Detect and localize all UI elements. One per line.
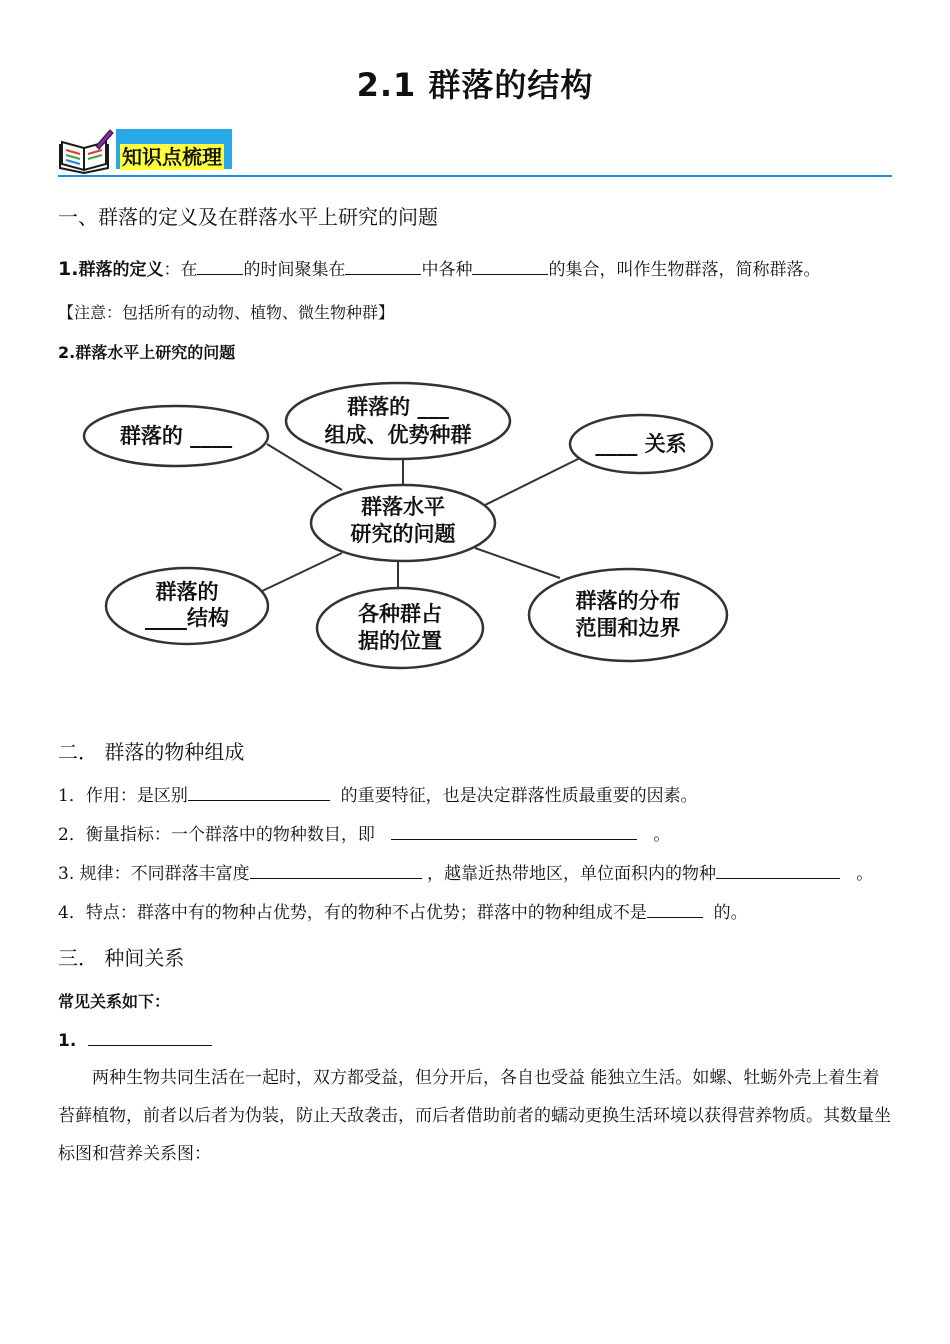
book-pen-icon <box>58 128 114 174</box>
item2-3: 3. 规律：不同群落丰富度 ，越靠近热带地区，单位面积内的物种 。 <box>58 864 874 884</box>
relation-item-1: 1. <box>58 1029 212 1051</box>
section2-heading: 二． 群落的物种组成 <box>58 740 245 764</box>
note-text: 【注意：包括所有的动物、植物、微生物种群】 <box>58 303 395 322</box>
bottom-right-node <box>529 569 727 661</box>
top-line1: 群落的 ___ <box>347 395 449 419</box>
bottom-left-line2: ____结构 <box>145 606 229 630</box>
right-label: ____ 关系 <box>595 432 687 456</box>
blank <box>716 862 840 879</box>
definition-label: 群落的定义 <box>78 260 164 280</box>
item2-2: 2．衡量指标：一个群落中的物种数目，即 。 <box>58 825 671 845</box>
top-line2: 组成、优势种群 <box>324 423 472 447</box>
research-questions-diagram <box>80 378 740 674</box>
bottom-mid-line2: 据的位置 <box>358 629 442 653</box>
blank <box>472 258 548 275</box>
center-line1: 群落水平 <box>361 495 445 519</box>
banner-label: 知识点梳理 <box>122 145 222 169</box>
section1-heading: 一、群落的定义及在群落水平上研究的问题 <box>58 205 438 229</box>
blank <box>250 862 422 879</box>
page-title: 2.1 群落的结构 <box>356 66 594 104</box>
bottom-right-line2: 范围和边界 <box>575 616 681 640</box>
banner-divider <box>58 175 892 177</box>
bottom-right-line1: 群落的分布 <box>575 589 681 613</box>
center-line2: 研究的问题 <box>350 522 456 546</box>
bottom-left-line1: 群落的 <box>155 580 219 604</box>
blank <box>88 1029 212 1046</box>
blank <box>391 823 637 840</box>
item2-1: 1．作用：是区别 的重要特征，也是决定群落性质最重要的因素。 <box>58 786 698 806</box>
common-relations-label: 常见关系如下： <box>58 992 171 1011</box>
mutualism-paragraph: 两种生物共同生活在一起时，双方都受益，但分开后，各自也受益 能独立生活。如螺、牡蛎外壳上着生着苔藓植物，前者以后者为伪装，防止天敌袭击，而后者借助前者的蠕动更换生活环境以获得营养物质。其数量坐标图和营养关系图： <box>58 1068 891 1164</box>
blank <box>647 901 703 918</box>
section3-heading: 三． 种间关系 <box>58 946 185 970</box>
item2-4: 4．特点：群落中有的物种占优势，有的物种不占优势；群落中的物种组成不是 的。 <box>58 903 748 923</box>
bottom-mid-node <box>317 588 483 668</box>
blank <box>345 258 421 275</box>
bottom-mid-line1: 各种群占 <box>358 602 442 626</box>
left-label: 群落的 ____ <box>119 424 233 448</box>
blank <box>188 784 330 801</box>
subheading-2: 2.群落水平上研究的问题 <box>58 343 236 362</box>
definition-line: 1.群落的定义：在 的时间聚集在 中各种 的集合，叫作生物群落，简称群落。 <box>58 258 821 280</box>
blank <box>197 258 243 275</box>
